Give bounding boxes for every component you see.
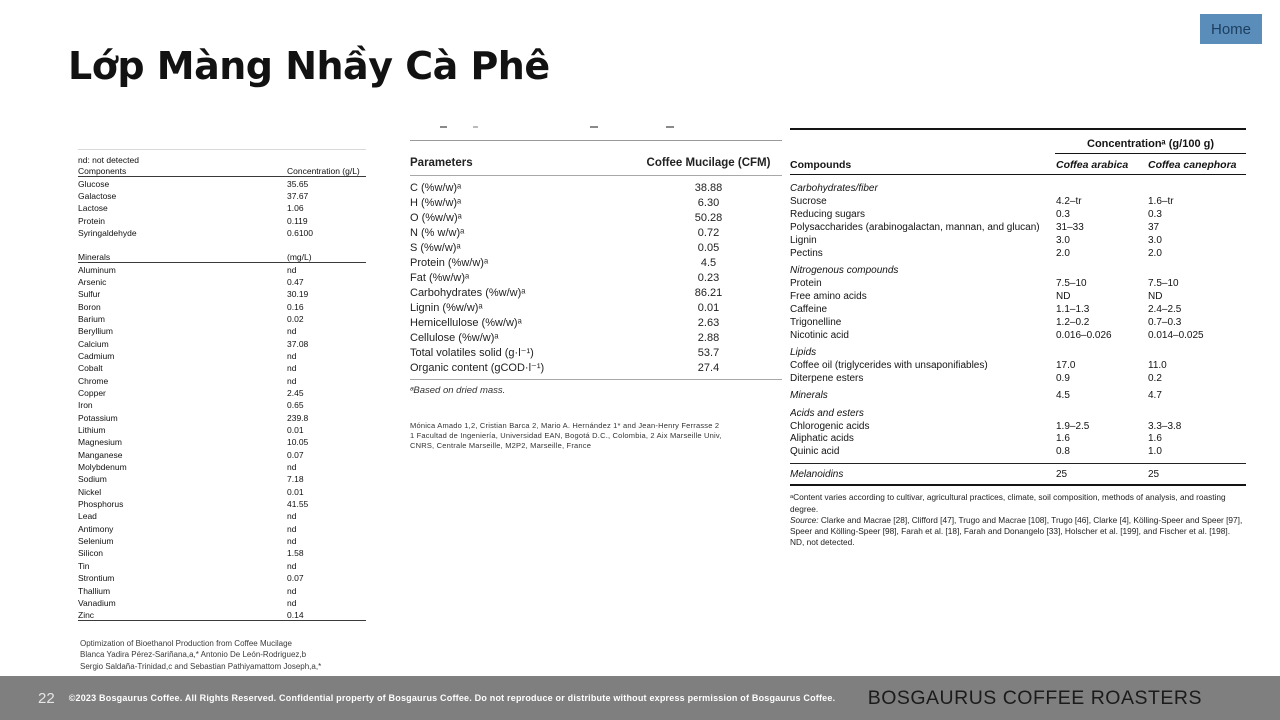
- table-row: [78, 362, 366, 374]
- table-row: [410, 225, 782, 240]
- row-value: nd: [287, 326, 297, 337]
- table-row: [410, 360, 782, 375]
- row-label: Diterpene esters: [790, 372, 864, 384]
- page-number: 22: [38, 689, 55, 707]
- row-value: 0.05: [697, 241, 720, 254]
- row-value: nd: [287, 363, 297, 374]
- row-value: 0.07: [287, 449, 304, 460]
- row-value: 53.7: [697, 346, 720, 359]
- row-label: Lithium: [78, 425, 106, 436]
- row-label: Sucrose: [790, 196, 827, 208]
- row-value-arabica: 25: [1056, 468, 1068, 480]
- row-label: Minerals: [78, 251, 111, 262]
- row-label: Nicotinic acid: [790, 329, 849, 341]
- citation-line: Mónica Amado 1,2, Cristian Barca 2, Mario A. Hernández 1* and Jean-Henry Ferrasse 2: [410, 421, 720, 430]
- table-footnote: [790, 492, 1246, 548]
- citation-line: CNRS, Centrale Marseille, M2P2, Marseille, France: [410, 441, 592, 450]
- citation-line: Blanca Yadira Pérez-Sariñana,a,* Antonio De León-Rodriguez,b: [80, 650, 307, 660]
- row-value: 0.16: [287, 301, 304, 312]
- row-value: 2.63: [697, 316, 720, 329]
- table-row: [790, 359, 1246, 372]
- row-label: Chrome: [78, 375, 109, 386]
- row-value: 0.6100: [287, 227, 313, 238]
- row-label: Zinc: [78, 609, 95, 620]
- row-value-canephora: 3.0: [1148, 235, 1162, 246]
- table-row: [78, 498, 366, 510]
- row-value-arabica: 0.9: [1056, 372, 1070, 384]
- row-value: nd: [287, 585, 297, 596]
- row-label: Reducing sugars: [790, 209, 866, 221]
- row-label: Nickel: [78, 486, 102, 497]
- footer-bar: [0, 676, 1280, 720]
- table-row: [78, 436, 366, 448]
- column-header: Coffea canephora: [1148, 159, 1237, 171]
- table-row: [790, 407, 1246, 420]
- row-label: Selenium: [78, 536, 114, 547]
- table-row: [78, 325, 366, 337]
- row-value-arabica: 4.2–tr: [1056, 196, 1082, 208]
- table-row: [790, 346, 1246, 359]
- row-value: (mg/L): [287, 251, 312, 262]
- row-value-arabica: 0.8: [1056, 446, 1070, 458]
- row-label: Thallium: [78, 585, 111, 596]
- row-value-canephora: 1.6–tr: [1148, 196, 1174, 208]
- table-row: [790, 389, 1246, 402]
- row-label: Total volatiles solid (g·l⁻¹): [410, 347, 534, 359]
- page-title: Lớp Màng Nhầy Cà Phê: [68, 44, 550, 88]
- table-row: [790, 264, 1246, 277]
- row-value: 6.30: [697, 196, 720, 209]
- row-label: Organic content (gCOD·l⁻¹): [410, 362, 545, 374]
- row-label: Coffee oil (triglycerides with unsaponifiables): [790, 360, 988, 372]
- table-row: [78, 177, 366, 189]
- row-label: Antimony: [78, 523, 114, 534]
- row-label: Lactose: [78, 203, 108, 214]
- table-row: [790, 277, 1246, 290]
- table-row: [78, 535, 366, 547]
- row-value-arabica: 1.1–1.3: [1056, 303, 1090, 315]
- row-value-arabica: 2.0: [1056, 247, 1070, 259]
- row-label: Polysaccharides (arabinogalactan, mannan, and glucan): [790, 222, 1040, 234]
- table-row: [78, 424, 366, 436]
- row-label: Calcium: [78, 338, 109, 349]
- row-label: Protein: [78, 215, 105, 226]
- column-header: Compounds: [790, 159, 852, 171]
- citation-line: 1 Facultad de Ingeniería, Universidad EAN, Bogotá D.C., Colombia, 2 Aix Marseille Univ,: [410, 431, 722, 440]
- row-value: Concentration (g/L): [287, 165, 360, 176]
- row-value-arabica: 31–33: [1056, 222, 1084, 234]
- table-row: [78, 165, 366, 177]
- table-footnote: ᵃBased on dried mass.: [410, 385, 506, 396]
- table-row: [790, 445, 1246, 458]
- row-label: Caffeine: [790, 303, 828, 315]
- column-header: Coffea arabica: [1056, 159, 1129, 171]
- row-label: H (%w/w)ᵃ: [410, 196, 462, 209]
- row-value-canephora: 1.0: [1148, 446, 1162, 458]
- row-label: Syringaldehyde: [78, 227, 137, 238]
- span-header: Concentrationᵃ (g/100 g): [1055, 138, 1246, 154]
- table-row: [78, 190, 366, 202]
- row-value-canephora: 1.6: [1148, 433, 1162, 445]
- row-label: Silicon: [78, 548, 104, 559]
- table-row: [410, 330, 782, 345]
- row-label: S (%w/w)ᵃ: [410, 241, 461, 254]
- table-row: [790, 329, 1246, 342]
- table-row: [78, 263, 366, 275]
- row-value: nd: [287, 375, 297, 386]
- table-row: [78, 609, 366, 621]
- table-row: [78, 547, 366, 559]
- home-button[interactable]: Home: [1200, 14, 1262, 44]
- row-value: 86.21: [694, 286, 723, 299]
- row-value: nd: [287, 264, 297, 275]
- table-row: [790, 303, 1246, 316]
- table-row: [78, 313, 366, 325]
- table-header-row: [410, 140, 782, 176]
- table-row: [410, 300, 782, 315]
- row-label: Cobalt: [78, 363, 103, 374]
- table-row: [78, 387, 366, 399]
- row-label: Molybdenum: [78, 462, 127, 473]
- row-label: C (%w/w)ᵃ: [410, 181, 462, 194]
- row-label: Minerals: [790, 390, 828, 402]
- table-row: [790, 208, 1246, 221]
- row-value: 37.67: [287, 190, 309, 201]
- table-row: [78, 276, 366, 288]
- row-value-canephora: 0.7–0.3: [1148, 316, 1182, 328]
- row-label: Sulfur: [78, 289, 101, 300]
- row-value-canephora: 7.5–10: [1148, 278, 1179, 290]
- row-value-arabica: ND: [1056, 291, 1071, 303]
- table-row: [78, 449, 366, 461]
- row-label: Protein: [790, 278, 822, 290]
- row-value: 239.8: [287, 412, 309, 423]
- row-label: N (% w/w)ᵃ: [410, 226, 465, 239]
- row-label: Iron: [78, 400, 93, 411]
- row-label: Trigonelline: [790, 316, 842, 328]
- row-value-arabica: 1.2–0.2: [1056, 316, 1090, 328]
- row-value-arabica: 0.016–0.026: [1056, 329, 1112, 341]
- table-row: [78, 523, 366, 535]
- table-row: [78, 337, 366, 349]
- row-value-canephora: 0.3: [1148, 209, 1162, 221]
- row-value: 0.47: [287, 276, 304, 287]
- row-value-canephora: 2.4–2.5: [1148, 303, 1182, 315]
- table-row: [790, 247, 1246, 260]
- table-row: [78, 473, 366, 485]
- row-label: Tin: [78, 560, 90, 571]
- components-minerals-table: [78, 149, 366, 621]
- table-row: [78, 461, 366, 473]
- row-value: nd: [287, 536, 297, 547]
- row-value: nd: [287, 523, 297, 534]
- table-row: [790, 420, 1246, 433]
- row-label: Manganese: [78, 449, 123, 460]
- table-row: [78, 412, 366, 424]
- row-label: Nitrogenous compounds: [790, 265, 899, 277]
- row-value: 50.28: [694, 211, 723, 224]
- row-value: 1.58: [287, 548, 304, 559]
- cfm-parameters-table: [410, 140, 782, 396]
- table-row: [78, 350, 366, 362]
- table-row: [410, 195, 782, 210]
- row-value-canephora: 4.7: [1148, 390, 1162, 402]
- row-value: 10.05: [287, 437, 309, 448]
- row-label: Strontium: [78, 573, 115, 584]
- table-row: [78, 584, 366, 596]
- row-value-canephora: ND: [1148, 291, 1163, 303]
- row-value-canephora: 0.2: [1148, 372, 1162, 384]
- coffee-species-composition-table: [790, 128, 1246, 548]
- row-label: Carbohydrates/fiber: [790, 183, 878, 195]
- row-value-arabica: 17.0: [1056, 360, 1076, 372]
- citation-line: Sergio Saldaña-Trinidad,c and Sebastian Pathiyamattom Joseph,a,*: [80, 661, 322, 671]
- table-row: [78, 214, 366, 226]
- row-label: Aliphatic acids: [790, 433, 854, 445]
- row-label: Magnesium: [78, 437, 122, 448]
- footnote-line: [790, 515, 1246, 537]
- row-label: Sodium: [78, 474, 107, 485]
- table-row: [410, 285, 782, 300]
- table-row: [78, 597, 366, 609]
- row-label: Melanoidins: [790, 468, 844, 480]
- footnote-line: ND, not detected.: [790, 537, 855, 548]
- row-value: 2.88: [697, 331, 720, 344]
- row-label: Copper: [78, 388, 106, 399]
- row-value: nd: [287, 350, 297, 361]
- row-label: Galactose: [78, 190, 117, 201]
- row-label: Lignin: [790, 235, 817, 246]
- row-label: Lead: [78, 511, 97, 522]
- column-header: Parameters: [410, 157, 473, 169]
- table-footnote: nd: not detected: [78, 155, 139, 165]
- table-row: [790, 372, 1246, 385]
- table-row: [790, 221, 1246, 234]
- row-label: Carbohydrates (%w/w)ᵃ: [410, 286, 526, 299]
- row-value: nd: [287, 560, 297, 571]
- table-row: [410, 270, 782, 285]
- table-row: [790, 183, 1246, 196]
- row-value: 0.01: [697, 301, 720, 314]
- table-row: [410, 240, 782, 255]
- row-value: 27.4: [697, 361, 720, 374]
- table-row: [410, 255, 782, 270]
- row-label: Cellulose (%w/w)ᵃ: [410, 331, 499, 344]
- brand-name: BOSGAURUS COFFEE ROASTERS: [867, 686, 1202, 709]
- row-label: Hemicellulose (%w/w)ᵃ: [410, 316, 522, 329]
- middle-citation: [410, 421, 770, 451]
- left-citation: [80, 638, 321, 672]
- row-label: Quinic acid: [790, 446, 840, 458]
- table-row: [410, 315, 782, 330]
- row-label: Potassium: [78, 412, 118, 423]
- row-label: Vanadium: [78, 597, 116, 608]
- column-header: Coffee Mucilage (CFM): [646, 157, 771, 169]
- row-value: 35.65: [287, 178, 309, 189]
- row-value-arabica: 0.3: [1056, 209, 1070, 221]
- row-value-canephora: 0.014–0.025: [1148, 329, 1204, 341]
- row-value: 0.01: [287, 425, 304, 436]
- row-value: nd: [287, 511, 297, 522]
- row-label: Pectins: [790, 247, 823, 259]
- copyright-text: ©2023 Bosgaurus Coffee. All Rights Reserved. Confidential property of Bosgaurus Coffee. Do not reproduce or distribute without express permission of Bosgaurus Coffee.: [68, 693, 836, 703]
- row-label: Acids and esters: [790, 407, 864, 419]
- row-value-canephora: 25: [1148, 468, 1160, 480]
- row-value: 0.23: [697, 271, 720, 284]
- row-label: Free amino acids: [790, 291, 867, 303]
- row-value: 0.14: [287, 609, 304, 620]
- table-row: [790, 234, 1246, 247]
- row-value: 0.07: [287, 573, 304, 584]
- row-value: 2.45: [287, 388, 304, 399]
- row-value: 41.55: [287, 499, 309, 510]
- table-row: [78, 375, 366, 387]
- row-value: nd: [287, 597, 297, 608]
- row-label: Lipids: [790, 347, 817, 359]
- row-value: 0.72: [697, 226, 720, 239]
- row-label: Cadmium: [78, 350, 115, 361]
- table-row: [78, 399, 366, 411]
- row-value: 4.5: [700, 256, 717, 269]
- row-value: 0.65: [287, 400, 304, 411]
- row-label: Components: [78, 165, 127, 176]
- table-row: [410, 345, 782, 360]
- row-label: Beryllium: [78, 326, 113, 337]
- row-value: nd: [287, 462, 297, 473]
- row-value-canephora: 11.0: [1148, 360, 1167, 372]
- table-row: [410, 180, 782, 195]
- table-row: [78, 227, 366, 239]
- table-row: [790, 316, 1246, 329]
- table-row: [790, 195, 1246, 208]
- row-label: Glucose: [78, 178, 110, 189]
- row-label: O (%w/w)ᵃ: [410, 211, 462, 224]
- table-row: [410, 210, 782, 225]
- table-row: [78, 251, 366, 263]
- row-value: 0.02: [287, 313, 304, 324]
- row-value-arabica: 3.0: [1056, 235, 1070, 246]
- row-label: Lignin (%w/w)ᵃ: [410, 301, 483, 314]
- row-value: 0.119: [287, 215, 308, 226]
- row-value-arabica: 7.5–10: [1056, 278, 1087, 290]
- row-value: 37.08: [287, 338, 309, 349]
- table-row: [78, 202, 366, 214]
- source-label: Source:: [790, 514, 819, 525]
- row-label: Boron: [78, 301, 101, 312]
- source-text: Clarke and Macrae [28], Clifford [47], Trugo and Macrae [108], Trugo [46], Clarke [4], Kölling-Speer and Speer [97], Speer and Kölling-Speer [98], Farah et al. [18], Farah and Donangelo [33], Holscher et al. [199], and Fischer et al. [198].: [790, 514, 1243, 536]
- table-row: [790, 290, 1246, 303]
- table-row: [78, 300, 366, 312]
- citation-line: Optimization of Bioethanol Production from Coffee Mucilage: [80, 639, 292, 648]
- table-row: [790, 463, 1246, 480]
- footnote-line: ᵃContent varies according to cultivar, agricultural practices, climate, soil composition, methods of analysis, and roasting degree.: [790, 492, 1226, 514]
- table-header-row: [790, 154, 1246, 175]
- row-value-canephora: 37: [1148, 222, 1160, 234]
- table-row: [78, 572, 366, 584]
- row-value-arabica: 1.6: [1056, 433, 1070, 445]
- row-value-arabica: 4.5: [1056, 390, 1070, 402]
- row-value-canephora: 2.0: [1148, 247, 1162, 259]
- row-value: 0.01: [287, 486, 304, 497]
- row-label: Fat (%w/w)ᵃ: [410, 271, 470, 284]
- row-label: Protein (%w/w)ᵃ: [410, 256, 489, 269]
- span-header-row: [790, 130, 1246, 154]
- row-label: Arsenic: [78, 276, 107, 287]
- row-value-canephora: 3.3–3.8: [1148, 420, 1182, 432]
- row-value: 38.88: [694, 181, 723, 194]
- table-row: [790, 433, 1246, 446]
- row-label: Aluminum: [78, 264, 116, 275]
- row-value-arabica: 1.9–2.5: [1056, 420, 1090, 432]
- cropped-caption-fragments: [440, 126, 740, 129]
- row-value: 1.06: [287, 203, 304, 214]
- row-label: Chlorogenic acids: [790, 420, 870, 432]
- table-row: [78, 560, 366, 572]
- table-row: [78, 486, 366, 498]
- row-label: Barium: [78, 313, 105, 324]
- row-value: 7.18: [287, 474, 304, 485]
- table-row: [78, 510, 366, 522]
- row-value: 30.19: [287, 289, 309, 300]
- table-row: [78, 288, 366, 300]
- row-label: Phosphorus: [78, 499, 124, 510]
